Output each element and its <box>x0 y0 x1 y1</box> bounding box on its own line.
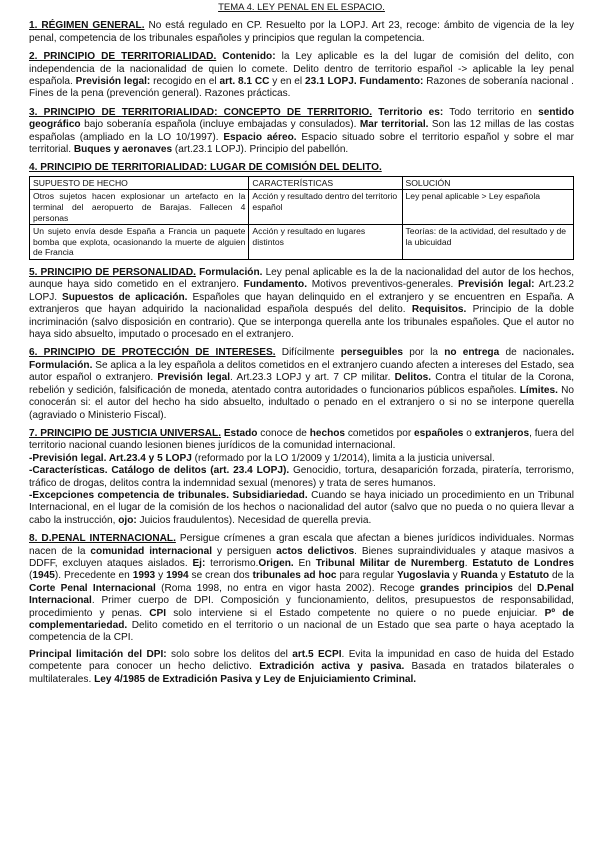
section-7-justicia-universal: 7. PRINCIPIO DE JUSTICIA UNIVERSAL. Estado conoce de hechos cometidos por españoles o extranjeros, fuera del territorio nacional cuando lesionen bienes jurídicos de la comunidad internacional. -Previsión legal. Art.23.4 y 5 LOPJ (reformado por la LO 1/2009 y 1/2014), limita a la justicia universal. -Características. Catálogo de delitos (art. 23.4 LOPJ). Genocidio, tortura, desaparición forzada, piratería, terrorismo, tráfico de drogas, delitos contra la indemnidad sexual (menores) y trata de seres humanos. -Excepciones competencia de tribunales. Subsidiariedad. Cuando se haya iniciado un procedimiento en un Tribunal Internacional, en el lugar de la comisión de los hechos o nacionalidad del autor (salvo que no pueda o no quiera llevar a cabo la instrucción, ojo: Juicios fraudulentos). Necesidad de querella previa. <box>29 427 574 526</box>
section-heading: 1. RÉGIMEN GENERAL. <box>29 20 145 32</box>
section-heading: 2. PRINCIPIO DE TERRITORIALIDAD. <box>29 51 217 63</box>
lugar-comision-table <box>29 176 574 260</box>
section-8-dpenal-internacional: 8. D.PENAL INTERNACIONAL. Persigue crímenes a gran escala que afectan a bienes jurídicos individuales. Normas nacen de la comunidad internacional y persiguen actos delictivos. Bienes supraindividuales y ataque masivos a DDFF, excluyen ataques aislados. Ej: terrorismo.Origen. En Tribunal Militar de Nuremberg. Estatuto de Londres (1945). Precedente en 1993 y 1994 se crean dos tribunales ad hoc para regular Yugoslavia y Ruanda y Estatuto de la Corte Penal Internacional (Roma 1998, no entra en vigor hasta 2002). Recoge grandes principios del D.Penal Internacional. Primer cuerpo de DPI. Composición y funcionamiento, delitos, presupuestos de responsabilidad, procedimiento y penas. CPI solo interviene si el Estado competente no quiere o no puede enjuiciar. Pº de complementariedad. Delito cometido en el territorio o un nacional de un Estado que sea parte o haya aceptado la competencia de la CPI. Principal limitación del DPI: solo sobre los delitos del art.5 ECPI. Evita la impunidad en caso de huida del Estado competente para conocer un hecho delictivo. Extradición activa y pasiva. Basada en tratados bilaterales o multilaterales. Ley 4/1985 de Extradición Pasiva y Ley de Enjuiciamiento Criminal. <box>29 533 575 685</box>
section-4-heading: 4. PRINCIPIO DE TERRITORIALIDAD: LUGAR DE COMISIÓN DEL DELITO. <box>29 162 382 174</box>
table-header: SUPUESTO DE HECHO <box>30 176 249 190</box>
section-heading: 7. PRINCIPIO DE JUSTICIA UNIVERSAL. <box>29 427 222 439</box>
table-header: SOLUCIÓN <box>402 176 573 190</box>
table-row <box>30 190 574 225</box>
table-cell: Teorías: de la actividad, del resultado y de la ubicuidad <box>402 225 573 260</box>
table-cell: Otros sujetos hacen explosionar un artefacto en la terminal del aeropuerto de Barajas. Fallecen 4 personas <box>30 190 249 225</box>
section-6-proteccion-intereses: 6. PRINCIPIO DE PROTECCIÓN DE INTERESES. Difícilmente perseguibles por la no entrega de nacionales. Formulación. Se aplica a la ley española a delitos cometidos en el extranjero cuando afecten a intereses del Estado, sea autor español o extranjero. Previsión legal. Art.23.3 LOPJ y art. 7 CP militar. Delitos. Contra el titular de la Corona, rebelión y sedición, falsificación de moneda, atentado contra autoridades o funcionarios públicos españoles. Límites. No conocerán si: el autor del hecho ha sido absuelto, indultado o penado en el extranjero o si no se interpone querella (agraviado o Ministerio Fiscal). <box>29 347 575 421</box>
list-item: -Excepciones competencia de tribunales. Subsidiariedad. Cuando se haya iniciado un procedimiento en un Tribunal Internacional, en el lugar de la comisión de los hechos o nacionalidad del autor (salvo que no pueda o no quiera llevar a cabo la instrucción, ojo: Juicios fraudulentos). Necesidad de querella previa. <box>29 489 574 526</box>
table-cell: Un sujeto envía desde España a Francia un paquete bomba que explota, ocasionando la muerte de alguien de Francia <box>30 225 249 260</box>
section-3-concepto-territorio: 3. PRINCIPIO DE TERRITORIALIDAD: CONCEPTO DE TERRITORIO. Territorio es: Todo territorio en sentido geográfico bajo soberanía española (incluye embajadas y consulados). Mar territorial. Son las 12 millas de las costas españolas (ampliado en la LO 10/1997). Espacio aéreo. Espacio situado sobre el territorio español y sobre el mar territorial. Buques y aeronaves (art.23.1 LOPJ). Principio del pabellón. <box>29 106 575 156</box>
section-heading: 8. D.PENAL INTERNACIONAL. <box>29 533 176 545</box>
section-2-territorialidad: 2. PRINCIPIO DE TERRITORIALIDAD. Contenido: la Ley aplicable es la del lugar de comisión del delito, con independencia de la nacionalidad de quien lo comete. Delito dentro de territorio español -> aplicable la ley penal española. Previsión legal: recogido en el art. 8.1 CC y en el 23.1 LOPJ. Fundamento: Razones de soberanía nacional . Fines de la pena (prevención general). Razones prácticas. <box>29 51 575 100</box>
table-row <box>30 225 574 260</box>
document-page <box>29 2 574 692</box>
list-item: -Características. Catálogo de delitos (art. 23.4 LOPJ). Genocidio, tortura, desaparición forzada, piratería, terrorismo, tráfico de drogas, delitos contra la indemnidad sexual (menores) y trata de seres humanos. <box>29 465 574 489</box>
list-item: -Previsión legal. Art.23.4 y 5 LOPJ (reformado por la LO 1/2009 y 1/2014), limita a la justicia universal. <box>29 452 495 464</box>
table-cell: Acción y resultado dentro del territorio español <box>249 190 402 225</box>
section-1-regimen-general: 1. RÉGIMEN GENERAL. No está regulado en CP. Resuelto por la LOPJ. Art 23, recoge: ámbito de vigencia de la ley penal, competencia de los tribunales españoles y principios que regulan la competencia. <box>29 20 574 44</box>
table-header: CARACTERÍSTICAS <box>249 176 402 190</box>
section-heading: 3. PRINCIPIO DE TERRITORIALIDAD: CONCEPTO DE TERRITORIO. <box>29 106 373 118</box>
table-header-row <box>30 176 574 190</box>
section-heading: 5. PRINCIPIO DE PERSONALIDAD. <box>29 267 196 279</box>
table-cell: Ley penal aplicable > Ley española <box>402 190 573 225</box>
table-cell: Acción y resultado en lugares distintos <box>249 225 402 260</box>
section-5-personalidad: 5. PRINCIPIO DE PERSONALIDAD. Formulación. Ley penal aplicable es la de la nacionalidad del autor de los hechos, aunque haya sido cometido en el extranjero. Fundamento. Motivos preventivos-generales. Previsión legal: Art.23.2 LOPJ. Supuestos de aplicación. Españoles que hayan delinquido en el extranjero y se encuentren en España. A extranjeros que hayan adquirido la nacionalidad española después del delito. Requisitos. Principio de la doble incriminación (salvo disposición en contrario). Que se interponga querella ante los tribunales españoles. Que el autor no haya sido absuelto, imputado o procesado en el extranjero. <box>29 267 575 341</box>
section-heading: 6. PRINCIPIO DE PROTECCIÓN DE INTERESES. <box>29 347 276 359</box>
document-title: TEMA 4. LEY PENAL EN EL ESPACIO. <box>218 2 385 13</box>
